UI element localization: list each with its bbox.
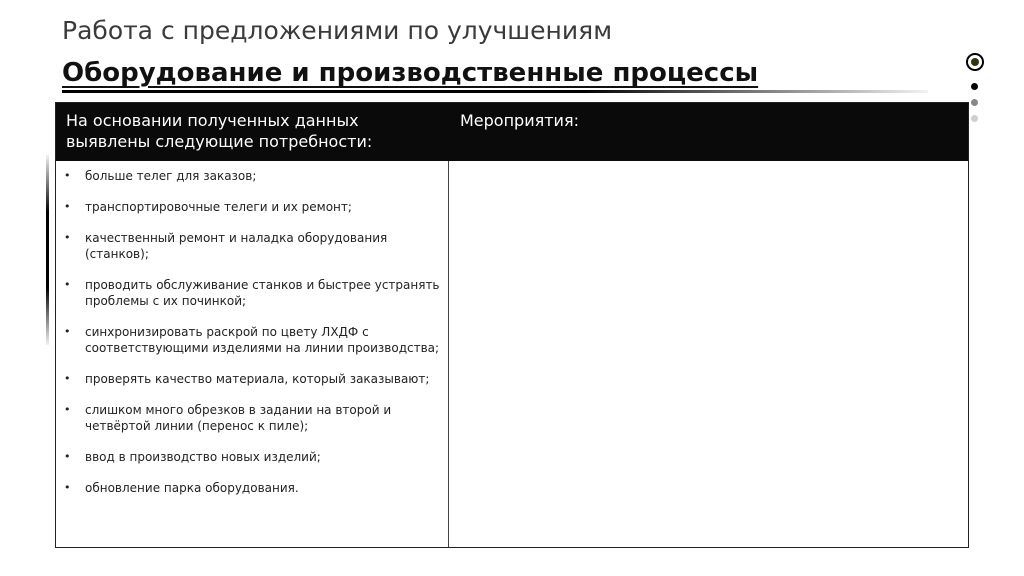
list-item: • качественный ремонт и наладка оборудования (станков); [62, 230, 444, 262]
list-item: • слишком много обрезков в задании на второй и четвёртой линии (перенос к пиле); [62, 402, 444, 434]
needs-cell [56, 161, 448, 547]
needs-table [55, 102, 969, 548]
list-item: • проводить обслуживание станков и быстрее устранять проблемы с их починкой; [62, 277, 444, 309]
nav-dot-active[interactable] [966, 53, 984, 71]
nav-dot[interactable] [971, 115, 978, 122]
list-item: • больше телег для заказов; [62, 168, 444, 184]
needs-column-header: На основании полученных данных выявлены следующие потребности: [66, 111, 373, 151]
left-accent-bar [46, 155, 49, 345]
list-item: • синхронизировать раскрой по цвету ЛХДФ с соответствующими изделиями на линии производства; [62, 324, 444, 356]
actions-cell [449, 161, 968, 547]
list-item: • обновление парка оборудования. [62, 480, 444, 496]
nav-dot[interactable] [971, 83, 978, 90]
actions-column-header: Мероприятия: [460, 111, 579, 130]
table-header [56, 103, 968, 161]
slide-subtitle: Работа с предложениями по улучшениям [62, 16, 613, 45]
list-item: • ввод в производство новых изделий; [62, 449, 444, 465]
nav-dot[interactable] [971, 99, 978, 106]
title-divider [62, 90, 928, 93]
needs-list [62, 168, 444, 511]
list-item: • проверять качество материала, который заказывают; [62, 371, 444, 387]
list-item: • транспортировочные телеги и их ремонт; [62, 199, 444, 215]
slide-title: Оборудование и производственные процессы [62, 58, 759, 88]
